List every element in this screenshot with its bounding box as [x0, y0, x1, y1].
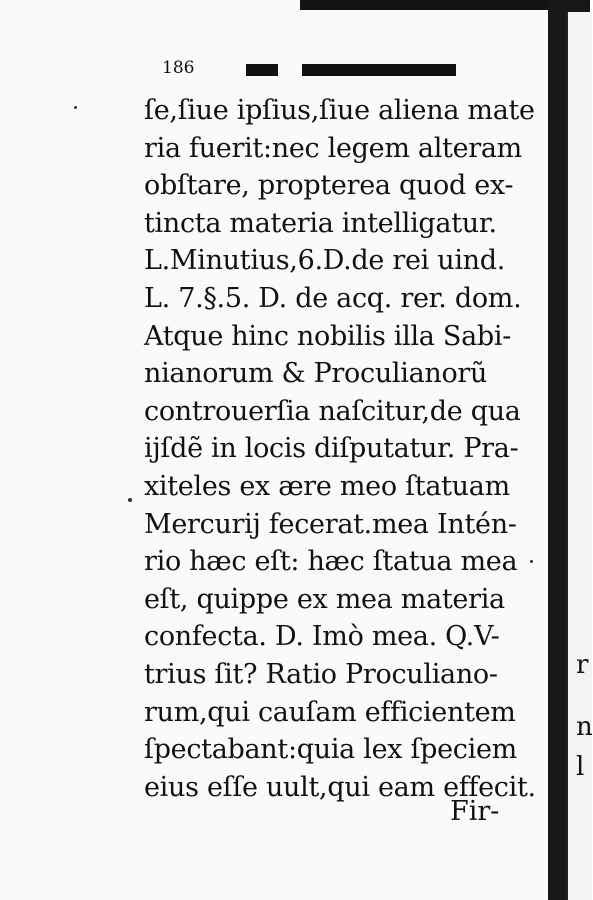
facing-page-fragment: r [576, 650, 589, 680]
text-line: L. 7.§.5. D. de acq. rer. dom. [144, 282, 522, 314]
facing-page-fragment: l [576, 752, 585, 782]
text-line: trius ſit? Ratio Proculiano- [144, 658, 498, 690]
scan-border-top [300, 0, 590, 10]
redacted-header-title [302, 64, 456, 76]
text-line: eſt, quippe ex mea materia [144, 583, 505, 615]
catchword: Fir- [450, 796, 500, 827]
text-line: confecta. D. Imò mea. Q.V- [144, 621, 500, 653]
text-line: ſpectabant:quia lex ſpeciem [144, 734, 517, 766]
text-line: L.Minutius,6.D.de rei uind. [144, 245, 506, 277]
text-line: tincta materia intelligatur. [144, 207, 497, 239]
facing-page-fragment: n [576, 712, 593, 742]
text-line: Atque hinc nobilis illa Sabi- [144, 320, 512, 352]
ink-speck [74, 106, 77, 109]
text-line: ria fuerit:nec legem alteram [144, 132, 522, 164]
page-number: 186 [162, 58, 195, 78]
redacted-header-mark [246, 64, 278, 76]
text-line: rum,qui cauſam efficientem [144, 696, 516, 728]
body-text [144, 92, 544, 806]
text-line: ijſdẽ in locis diſputatur. Pra- [144, 433, 519, 465]
text-line: controuerſia naſcitur,de qua [144, 395, 521, 427]
text-line: rio hæc eſt: hæc ſtatua mea [144, 546, 518, 578]
text-line: eius eſſe uult,qui eam effecit. [144, 771, 536, 803]
ink-speck [128, 498, 132, 502]
text-line: nianorum & Proculianorũ [144, 358, 488, 390]
text-line: Mercurij fecerat.mea Intén- [144, 508, 517, 540]
text-line: obſtare, propterea quod ex- [144, 170, 514, 202]
text-line: xiteles ex ære meo ſtatuam [144, 470, 510, 502]
text-line: ſe,ſiue ipſius,ſiue aliena mate [144, 95, 535, 126]
ink-speck [530, 560, 533, 563]
